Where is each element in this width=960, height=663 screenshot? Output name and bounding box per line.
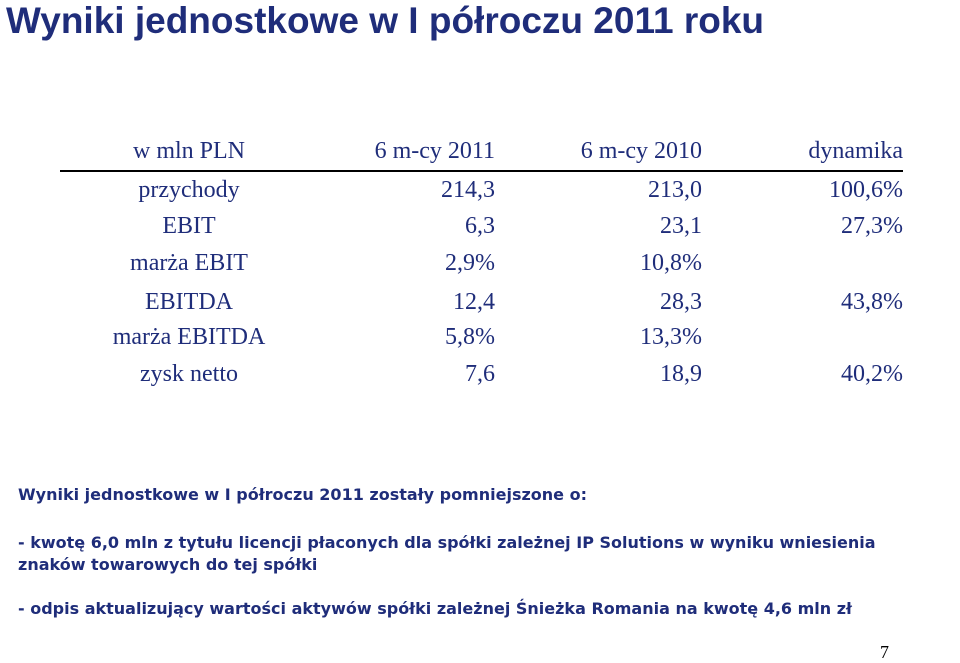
header-unit: w mln PLN (60, 133, 318, 171)
cell-dynamics: 43,8% (841, 289, 903, 315)
table-row (60, 245, 903, 282)
cell-2010: 28,3 (660, 289, 702, 315)
cell-2011: 2,9% (445, 250, 495, 276)
page-title: Wyniki jednostkowe w I półroczu 2011 roku (6, 0, 765, 41)
cell-dynamics: 27,3% (841, 213, 903, 239)
cell-2010: 18,9 (660, 361, 702, 387)
row-label: marża EBIT (130, 250, 248, 276)
cell-dynamics: 40,2% (841, 361, 903, 387)
financial-results-table (60, 133, 903, 393)
cell-2010: 13,3% (640, 324, 702, 350)
cell-2011: 5,8% (445, 324, 495, 350)
cell-dynamics: 100,6% (829, 176, 903, 203)
cell-2011: 214,3 (441, 176, 495, 203)
row-label: zysk netto (140, 361, 238, 387)
cell-2010: 10,8% (640, 250, 702, 276)
page-number: 7 (880, 642, 889, 662)
notes-section (18, 484, 938, 642)
header-period-2010: 6 m-cy 2010 (495, 133, 702, 171)
cell-2011: 6,3 (465, 213, 495, 239)
table-row (60, 356, 903, 393)
row-label: marża EBITDA (112, 324, 266, 350)
cell-2010: 23,1 (660, 213, 702, 239)
cell-2011: 12,4 (453, 289, 495, 315)
cell-2010: 213,0 (648, 176, 702, 203)
cell-dynamics (702, 245, 903, 282)
row-label: EBITDA (145, 289, 233, 315)
notes-lead: Wyniki jednostkowe w I półroczu 2011 zostały pomniejszone o: (18, 485, 587, 504)
table-row (60, 319, 903, 356)
table-row (60, 208, 903, 245)
cell-2011: 7,6 (465, 361, 495, 387)
note-item-licenses: - kwotę 6,0 mln z tytułu licencji płaconych dla spółki zależnej IP Solutions w wyniku wniesienia znaków towarowych do tej spółki (18, 533, 876, 574)
table-row (60, 171, 903, 208)
header-period-2011: 6 m-cy 2011 (318, 133, 495, 171)
row-label: EBIT (162, 213, 216, 239)
table-row (60, 282, 903, 319)
header-dynamics: dynamika (702, 133, 903, 171)
note-item-writeoff: - odpis aktualizujący wartości aktywów spółki zależnej Śnieżka Romania na kwotę 4,6 mln zł (18, 599, 852, 618)
table-header-row (60, 133, 903, 171)
row-label: przychody (138, 176, 240, 203)
cell-dynamics (702, 319, 903, 356)
